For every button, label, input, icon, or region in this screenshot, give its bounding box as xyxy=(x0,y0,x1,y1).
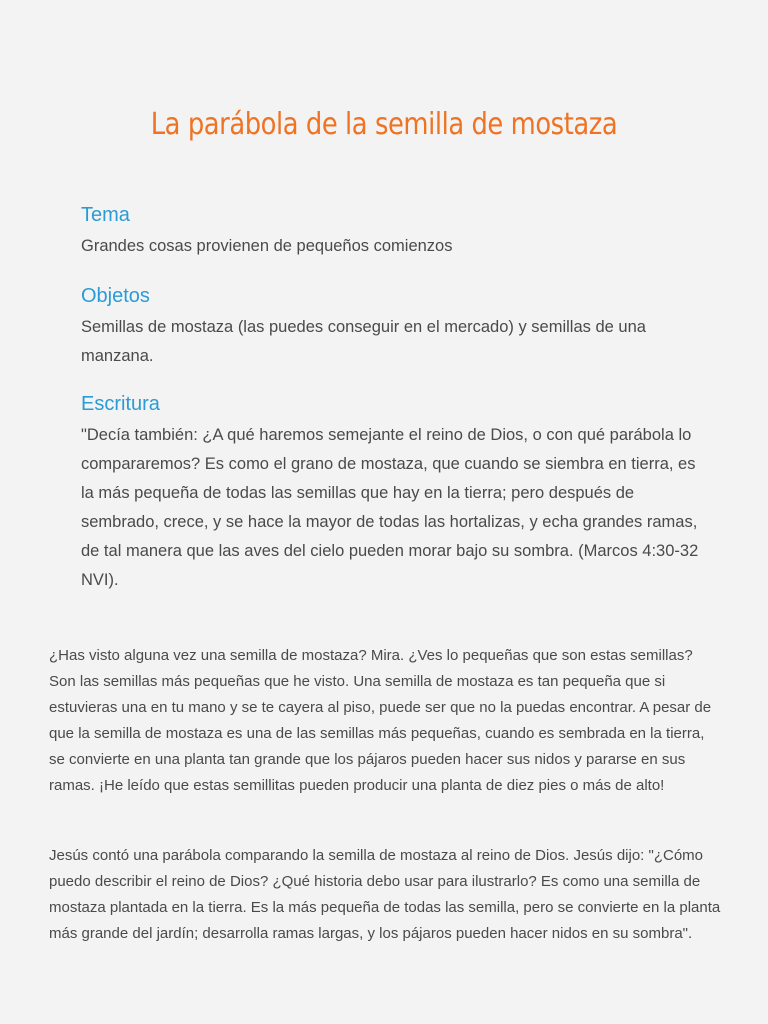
section-tema xyxy=(81,202,701,261)
section-heading-objetos: Objetos xyxy=(81,285,150,307)
page-title: La parábola de la semilla de mostaza xyxy=(150,107,618,142)
section-heading-tema: Tema xyxy=(81,204,130,226)
section-body-tema: Grandes cosas provienen de pequeños comienzos xyxy=(81,237,453,255)
body-paragraph-2: Jesús contó una parábola comparando la semilla de mostaza al reino de Dios. Jesús dijo: "¿Cómo puedo describir el reino de Dios? ¿Qué historia debo usar para ilustrarlo? Es como una semilla de mostaza plantada en la tierra. Es la más pequeña de todas las semilla, pero se convierte en la planta más grande del jardín; desarrolla ramas largas, y los pájaros pueden hacer nidos en su sombra". xyxy=(49,847,721,942)
body-paragraph-1: ¿Has visto alguna vez una semilla de mostaza? Mira. ¿Ves lo pequeñas que son estas semillas? Son las semillas más pequeñas que he visto. Una semilla de mostaza es tan pequeña que si estuvieras una en tu mano y se te cayera al piso, puede ser que no la puedas encontrar. A pesar de que la semilla de mostaza es una de las semillas más pequeñas, cuando es sembrada en la tierra, se convierte en una planta tan grande que los pájaros pueden hacer sus nidos y pararse en sus ramas. ¡He leído que estas semillitas pueden producir una planta de diez pies o más de alto! xyxy=(49,647,712,794)
section-heading-escritura: Escritura xyxy=(81,393,160,415)
section-body-escritura: "Decía también: ¿A qué haremos semejante el reino de Dios, o con qué parábola lo compararemos? Es como el grano de mostaza, que cuando se siembra en tierra, es la más pequeña de todas las semillas que hay en la tierra; pero después de sembrado, crece, y se hace la mayor de todas las hortalizas, y echa grandes ramas, de tal manera que las aves del cielo pueden morar bajo su sombra. (Marcos 4:30-32 NVI). xyxy=(81,426,699,589)
section-escritura xyxy=(81,391,701,595)
section-body-objetos: Semillas de mostaza (las puedes conseguir en el mercado) y semillas de una manzana. xyxy=(81,318,646,365)
section-objetos xyxy=(81,283,701,371)
